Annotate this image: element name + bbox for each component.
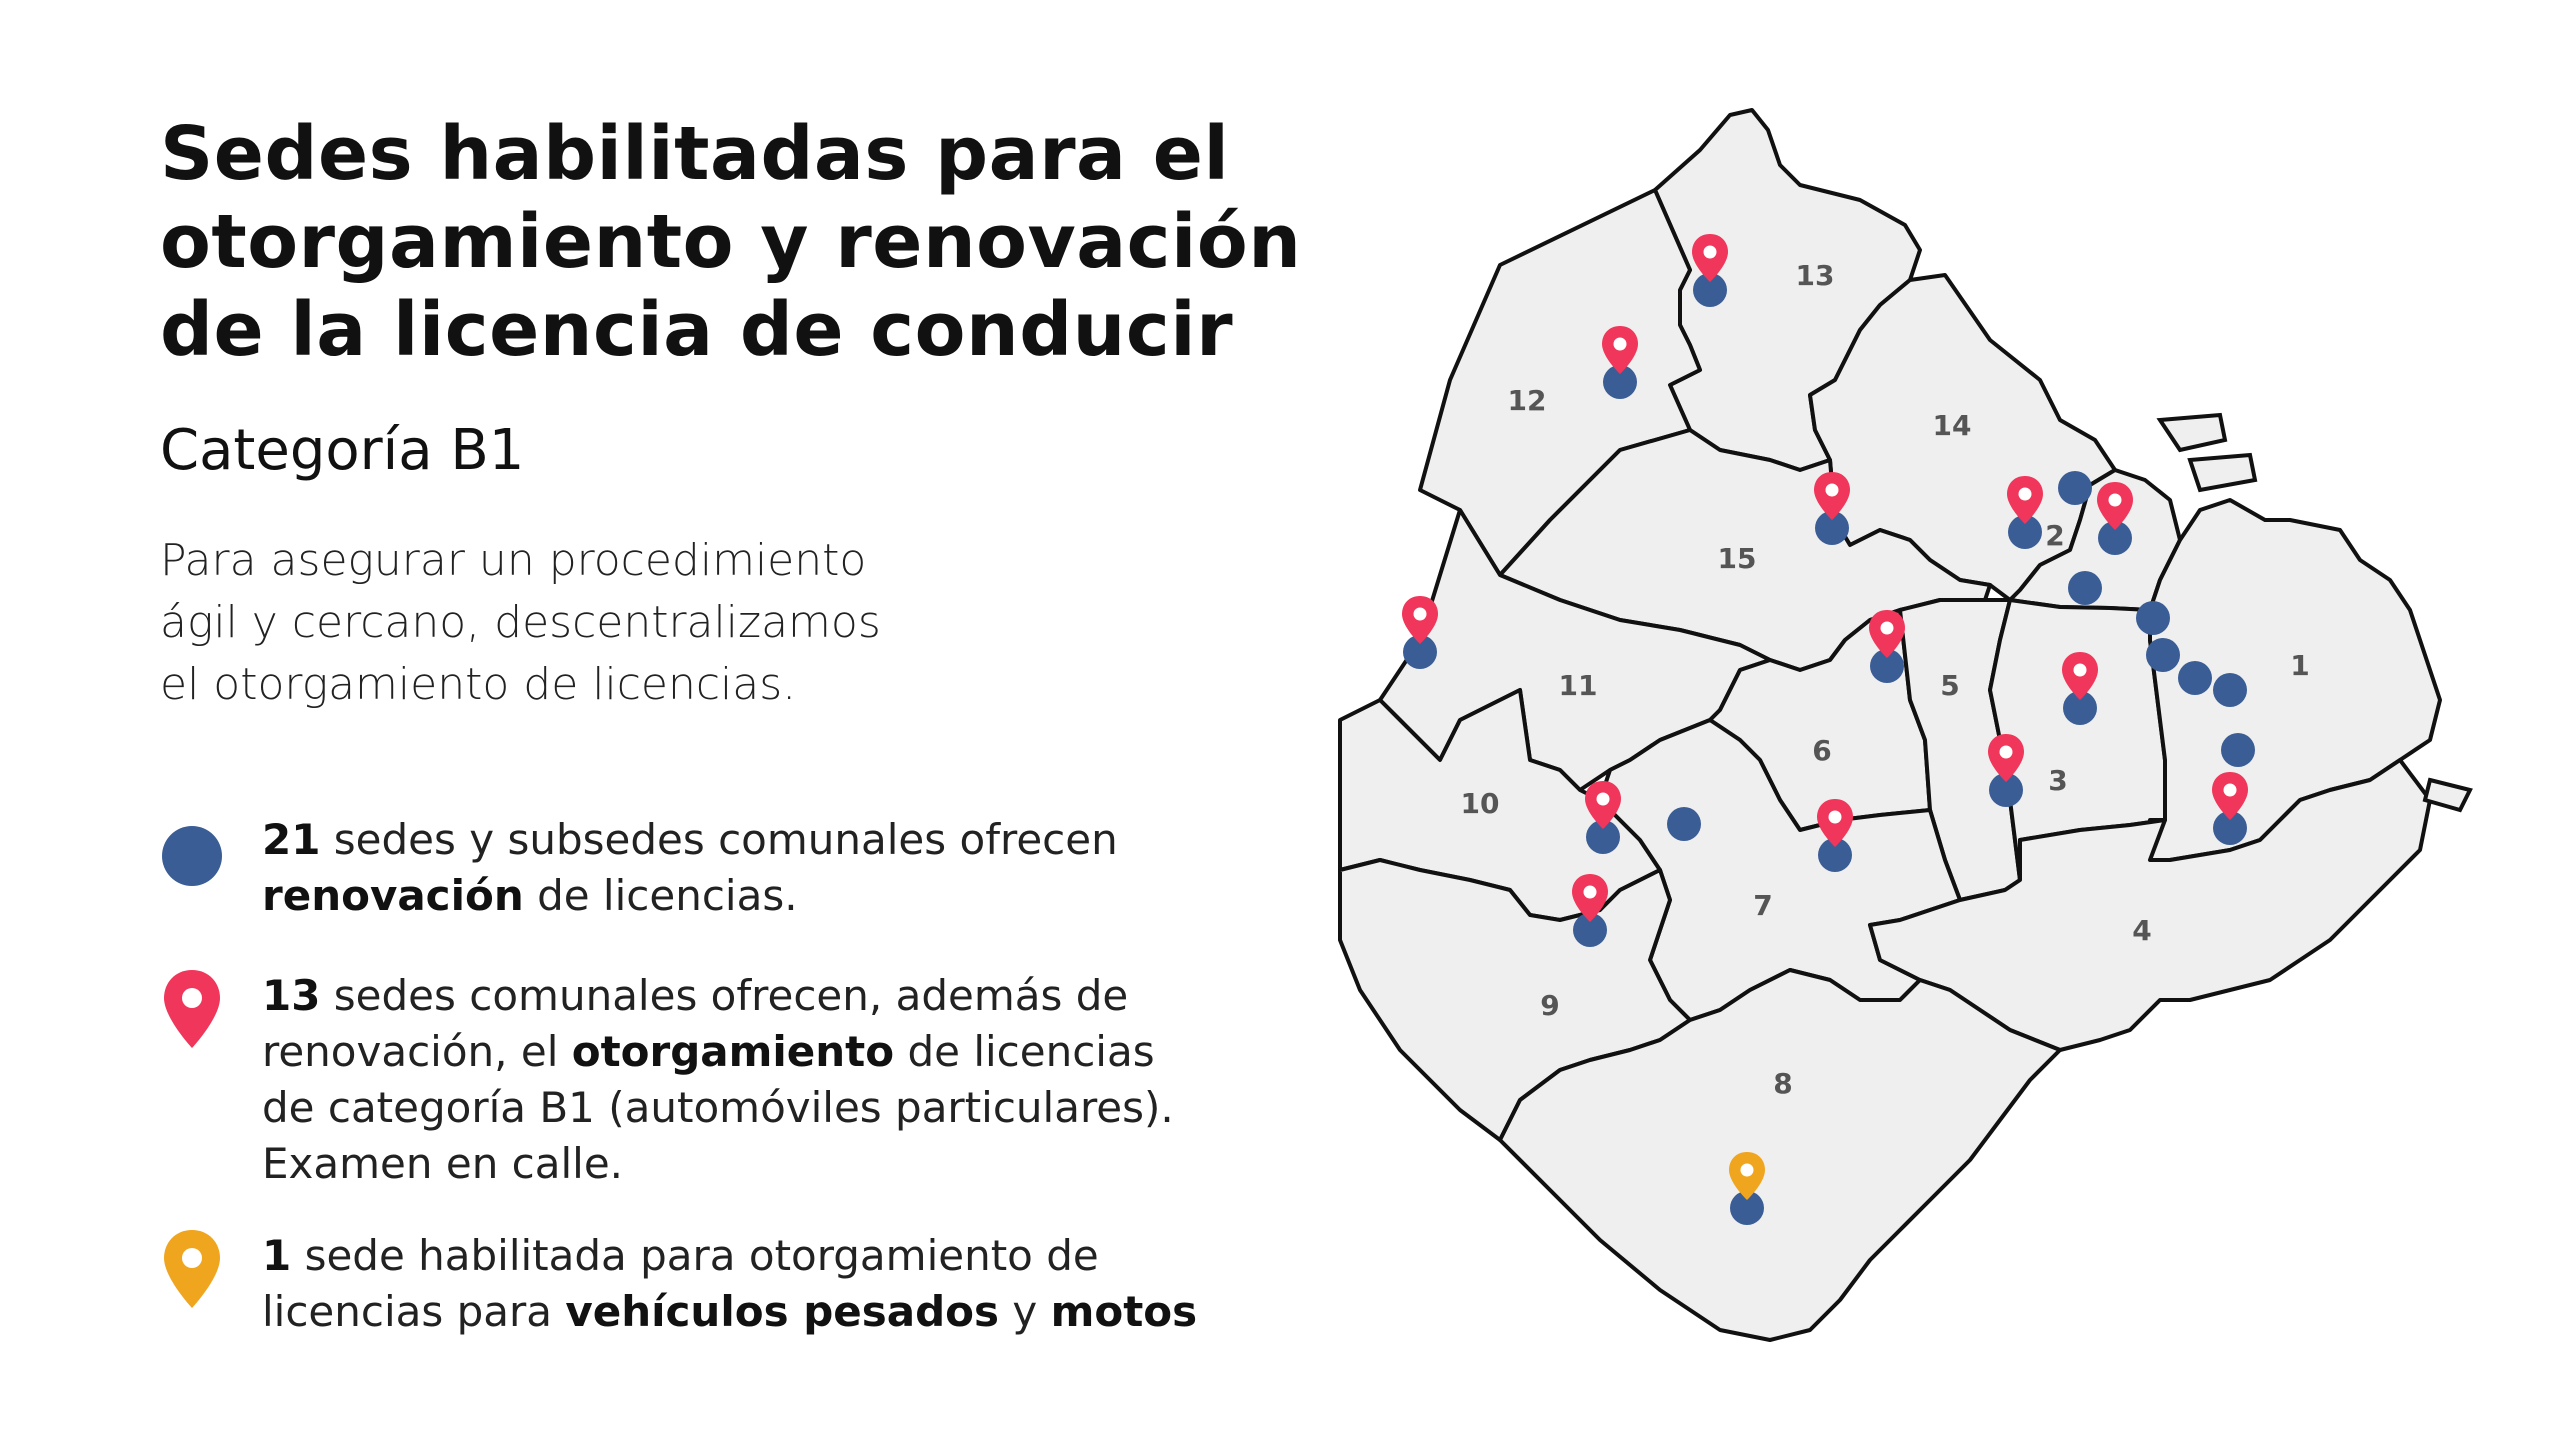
renovation-site-dot[interactable]: [1667, 807, 1701, 841]
category-subtitle: Categoría B1: [160, 418, 525, 483]
legend-red-line-1: 13 sedes comunales ofrecen, además de: [262, 971, 1129, 1020]
comuna-label-15: 15: [1717, 542, 1757, 575]
yellow-pin-icon: [160, 1228, 224, 1312]
comunas-map: [1320, 100, 2480, 1380]
comuna-label-2: 2: [2045, 519, 2065, 552]
legend-blue-count: 21: [262, 815, 321, 864]
renovation-site-dot[interactable]: [2221, 733, 2255, 767]
renovation-site-dot[interactable]: [2058, 471, 2092, 505]
dock-shape-3: [2425, 780, 2470, 810]
comuna-label-9: 9: [1540, 989, 1560, 1022]
comuna-label-3: 3: [2048, 764, 2068, 797]
comuna-label-7: 7: [1753, 889, 1773, 922]
legend-red-line-3: de categoría B1 (automóviles particulares).: [262, 1083, 1174, 1132]
title-line-1: Sedes habilitadas para el: [160, 111, 1230, 197]
comuna-label-14: 14: [1932, 409, 1972, 442]
legend-blue-line-1: 21 sedes y subsedes comunales ofrecen: [262, 815, 1118, 864]
red-pin-icon: [160, 968, 224, 1052]
comuna-label-11: 11: [1558, 669, 1598, 702]
renovation-site-dot[interactable]: [2178, 661, 2212, 695]
intro-line-1: Para asegurar un procedimiento: [160, 535, 867, 586]
blue-dot-icon: [160, 824, 224, 888]
comuna-label-6: 6: [1812, 734, 1832, 767]
dock-shape-1: [2160, 415, 2225, 450]
renovation-site-dot[interactable]: [2146, 638, 2180, 672]
intro-text: [160, 530, 1060, 716]
comuna-label-1: 1: [2290, 649, 2310, 682]
legend-blue-line-2: renovación de licencias.: [262, 871, 798, 920]
page-title: [160, 110, 1360, 374]
comuna-label-12: 12: [1507, 384, 1547, 417]
comuna-label-4: 4: [2132, 914, 2152, 947]
legend-yellow-line-2: licencias para vehículos pesados y motos: [262, 1287, 1198, 1336]
dock-shape-2: [2190, 455, 2255, 490]
comuna-label-10: 10: [1460, 787, 1500, 820]
title-line-3: de la licencia de conducir: [160, 287, 1234, 373]
legend-red-text: [262, 968, 1262, 1192]
legend-yellow-count: 1: [262, 1231, 292, 1280]
title-line-2: otorgamiento y renovación: [160, 199, 1302, 285]
renovation-site-dot[interactable]: [2136, 601, 2170, 635]
renovation-site-dot[interactable]: [2213, 673, 2247, 707]
comuna-label-13: 13: [1795, 259, 1835, 292]
intro-line-3: el otorgamiento de licencias.: [160, 659, 797, 710]
legend-yellow-line-1: 1 sede habilitada para otorgamiento de: [262, 1231, 1099, 1280]
legend-red-line-2: renovación, el otorgamiento de licencias: [262, 1027, 1155, 1076]
comuna-label-8: 8: [1773, 1067, 1793, 1100]
legend-red-line-4: Examen en calle.: [262, 1139, 624, 1188]
comuna-label-5: 5: [1940, 669, 1960, 702]
legend-yellow-text: [262, 1228, 1262, 1340]
legend-blue-text: [262, 812, 1262, 924]
intro-line-2: ágil y cercano, descentralizamos: [160, 597, 881, 648]
legend-red-count: 13: [262, 971, 321, 1020]
renovation-site-dot[interactable]: [2068, 571, 2102, 605]
